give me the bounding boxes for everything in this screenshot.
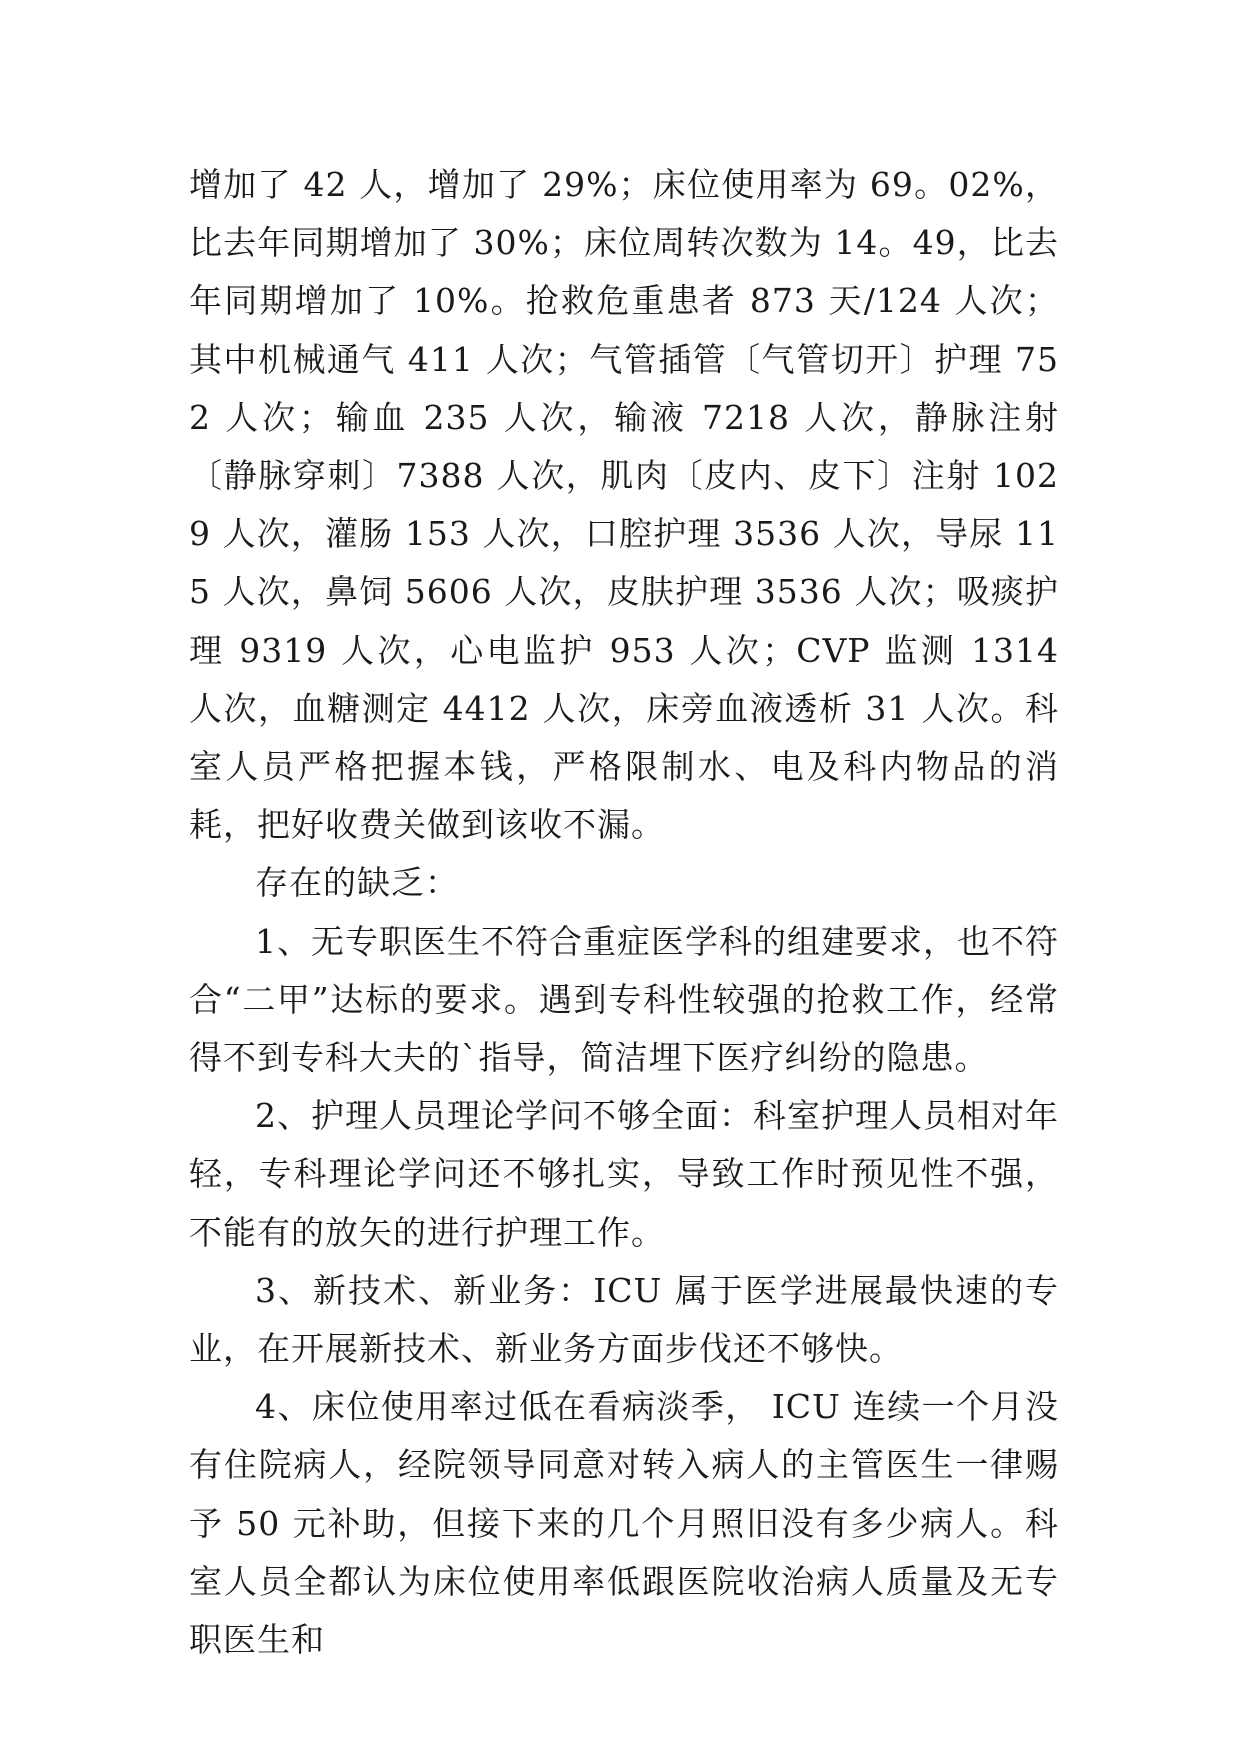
- paragraph-statistics: 增加了 42 人，增加了 29%；床位使用率为 69。02%，比去年同期增加了 30%；床位周转次数为 14。49，比去年同期增加了 10%。抢救危重患者 873 天/124 人次；其中机械通气 411 人次；气管插管〔气管切开〕护理 752 人次；输血 235 人次，输液 7218 人次，静脉注射〔静脉穿刺〕7388 人次，肌肉〔皮内、皮下〕注射 1029 人次，灌肠 153 人次，口腔护理 3536 人次，导尿 115 人次，鼻饲 5606 人次，皮肤护理 3536 人次；吸痰护理 9319 人次，心电监护 953 人次；CVP 监测 1314 人次，血糖测定 4412 人次，床旁血液透析 31 人次。科室人员严格把握本钱，严格限制水、电及科内物品的消耗，把好收费关做到该收不漏。: [189, 165, 1059, 845]
- paragraph-shortcoming-4: 4、床位使用率过低在看病淡季， ICU 连续一个月没有住院病人，经院领导同意对转入病人的主管医生一律赐予 50 元补助，但接下来的几个月照旧没有多少病人。科室人员全都认为床位使用率低跟医院收治病人质量及无专职医生和: [189, 1387, 1059, 1660]
- paragraph-shortcomings-heading: 存在的缺乏：: [255, 863, 459, 903]
- document-body: [189, 156, 1059, 1669]
- paragraph-shortcoming-3: 3、新技术、新业务：ICU 属于医学进展最快速的专业，在开展新技术、新业务方面步伐还不够快。: [189, 1270, 1059, 1369]
- paragraph-shortcoming-2: 2、护理人员理论学问不够全面：科室护理人员相对年轻，专科理论学问还不够扎实，导致工作时预见性不强，不能有的放矢的进行护理工作。: [189, 1096, 1059, 1252]
- paragraph-shortcoming-1: 1、无专职医生不符合重症医学科的组建要求，也不符合“二甲”达标的要求。遇到专科性较强的抢救工作，经常得不到专科大夫的`指导，简洁埋下医疗纠纷的隐患。: [189, 921, 1059, 1078]
